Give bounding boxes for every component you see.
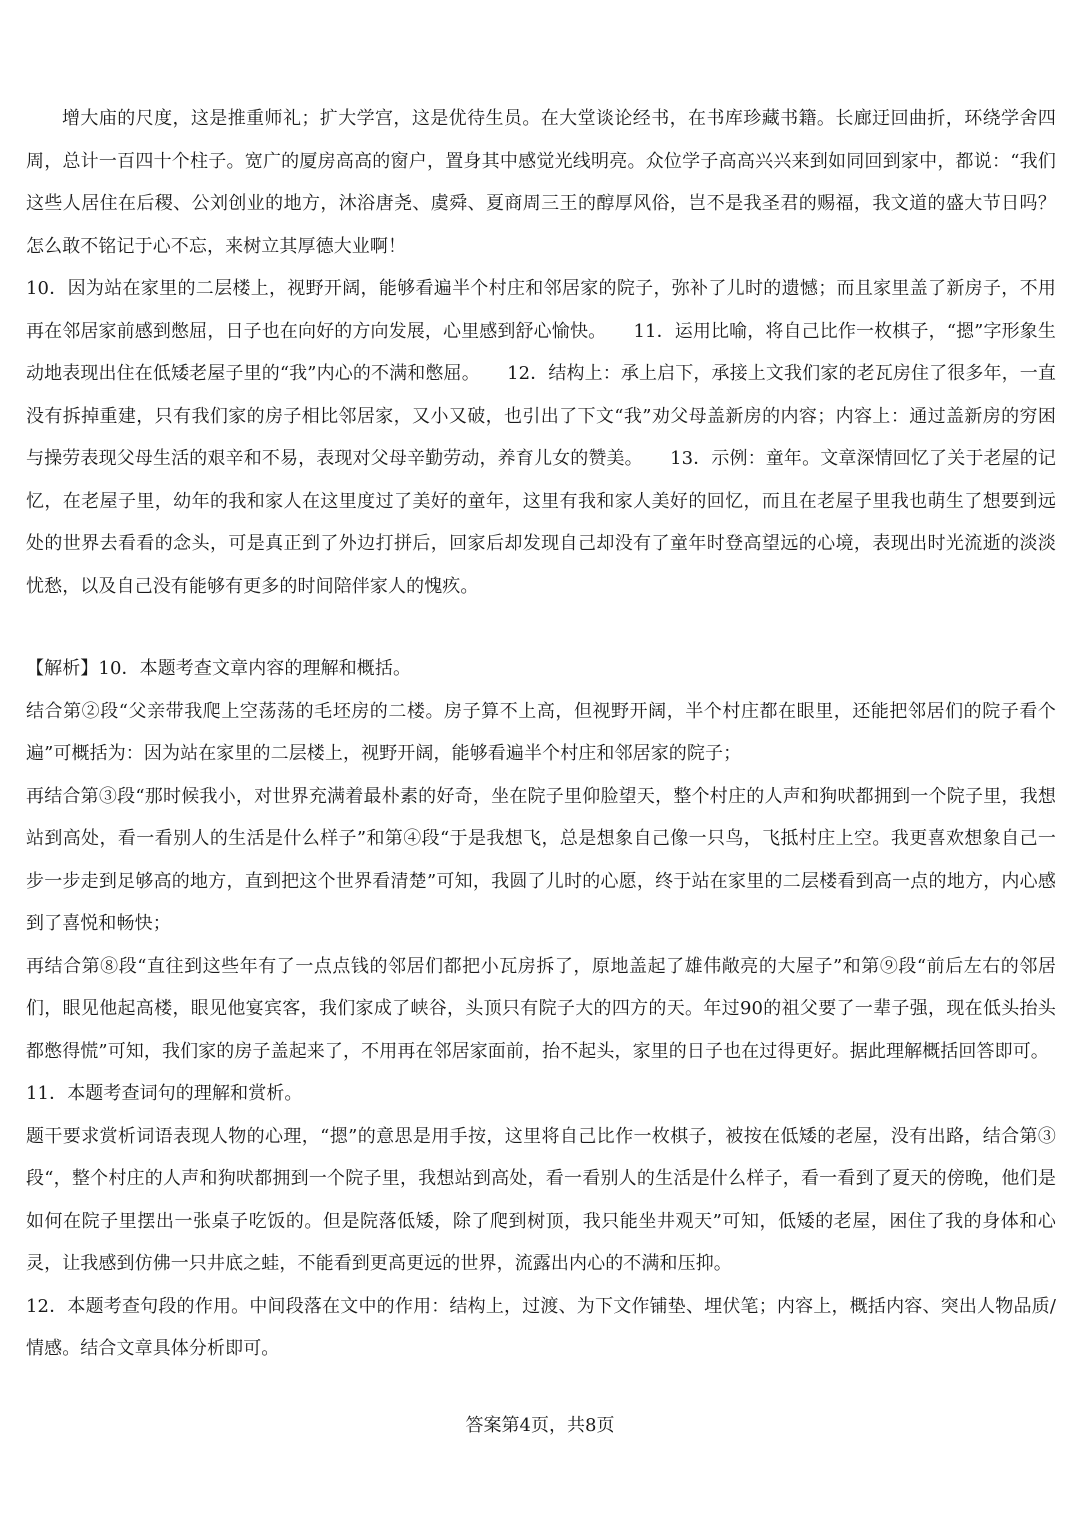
- answers-section: [26, 98, 1056, 608]
- analysis-section: [26, 648, 1056, 1371]
- answers-paragraph: 10．因为站在家里的二层楼上，视野开阔，能够看遍半个村庄和邻居家的院子，弥补了儿时的遗憾；而且家里盖了新房子，不用再在邻居家前感到憋屈，日子也在向好的方向发展，心里感到舒心愉快。 11．运用比喻，将自己比作一枚棋子，“摁”字形象生动地表现出住在低矮老屋子里的“我”内心的不满和憋屈。 12．结构上：承上启下，承接上文我们家的老瓦房住了很多年，一直没有拆掉重建，只有我们家的房子相比邻居家，又小又破，也引出了下文“我”劝父母盖新房的内容；内容上：通过盖新房的穷困与操劳表现父母生活的艰辛和不易，表现对父母辛勤劳动，养育儿女的赞美。 13．示例：童年。文章深情回忆了关于老屋的记忆，在老屋子里，幼年的我和家人在这里度过了美好的童年，这里有我和家人美好的回忆，而且在老屋子里我也萌生了想要到远处的世界去看看的念头，可是真正到了外边打拼后，回家后却发现自己却没有了童年时登高望远的心境，表现出时光流逝的淡淡忧愁，以及自己没有能够有更多的时间陪伴家人的愧疚。: [26, 278, 1056, 597]
- analysis-paragraph: 题干要求赏析词语表现人物的心理，“摁”的意思是用手按，这里将自己比作一枚棋子，被按在低矮的老屋，没有出路，结合第③段“，整个村庄的人声和狗吠都拥到一个院子里，我想站到高处，看一看别人的生活是什么样子，看一看到了夏天的傍晚，他们是如何在院子里摆出一张桌子吃饭的。但是院落低矮，除了爬到树顶，我只能坐井观天”可知，低矮的老屋，困住了我的身体和心灵，让我感到仿佛一只井底之蛙，不能看到更高更远的世界，流露出内心的不满和压抑。: [26, 1125, 1056, 1274]
- analysis-paragraph: 再结合第③段“那时候我小，对世界充满着最朴素的好奇，坐在院子里仰脸望天，整个村庄的人声和狗吠都拥到一个院子里，我想站到高处，看一看别人的生活是什么样子”和第④段“于是我想飞，总是想象自己像一只鸟，飞抵村庄上空。我更喜欢想象自己一步一步走到足够高的地方，直到把这个世界看清楚”可知，我圆了儿时的心愿，终于站在家里的二层楼看到高一点的地方，内心感到了喜悦和畅快；: [26, 785, 1056, 934]
- translation-paragraph: 增大庙的尺度，这是推重师礼；扩大学宫，这是优待生员。在大堂谈论经书，在书库珍藏书籍。长廊迂回曲折，环绕学舍四周，总计一百四十个柱子。宽广的厦房高高的窗户，置身其中感觉光线明亮。众位学子高高兴兴来到如同回到家中，都说：“我们这些人居住在后稷、公刘创业的地方，沐浴唐尧、虞舜、夏商周三王的醇厚风俗，岂不是我圣君的赐福，我文道的盛大节日吗？怎么敢不铭记于心不忘，来树立其厚德大业啊！: [26, 108, 1056, 257]
- analysis-paragraph: 结合第②段“父亲带我爬上空荡荡的毛坯房的二楼。房子算不上高，但视野开阔，半个村庄都在眼里，还能把邻居们的院子看个遍”可概括为：因为站在家里的二层楼上，视野开阔，能够看遍半个村庄和邻居家的院子；: [26, 700, 1056, 764]
- analysis-heading-q12: 12．本题考查句段的作用。中间段落在文中的作用：结构上，过渡、为下文作铺垫、埋伏笔；内容上，概括内容、突出人物品质/情感。结合文章具体分析即可。: [26, 1295, 1056, 1359]
- analysis-paragraph: 再结合第⑧段“直往到这些年有了一点点钱的邻居们都把小瓦房拆了，原地盖起了雄伟敞亮的大屋子”和第⑨段“前后左右的邻居们，眼见他起高楼，眼见他宴宾客，我们家成了峡谷，头顶只有院子大的四方的天。年过90的祖父要了一辈子强，现在低头抬头都憋得慌”可知，我们家的房子盖起来了，不用再在邻居家面前，抬不起头，家里的日子也在过得更好。据此理解概括回答即可。: [26, 955, 1056, 1062]
- page-footer: 答案第4页，共8页: [465, 1415, 615, 1436]
- analysis-heading-q11: 11．本题考查词句的理解和赏析。: [26, 1083, 303, 1104]
- analysis-heading-q10: 【解析】10．本题考查文章内容的理解和概括。: [26, 658, 412, 679]
